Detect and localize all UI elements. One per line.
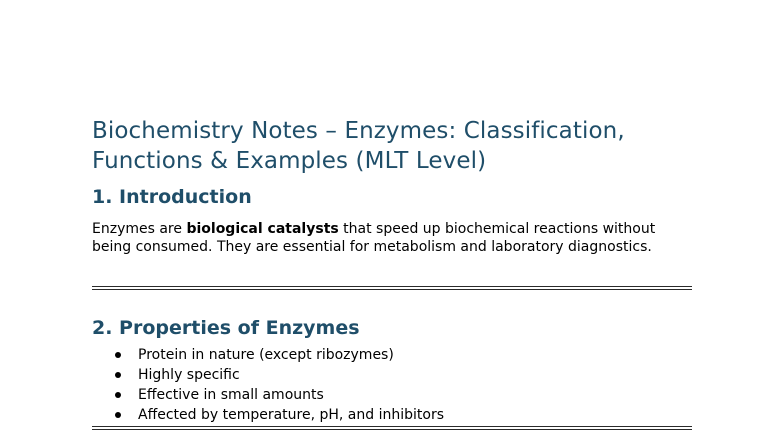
section-heading-introduction: 1. Introduction — [92, 186, 252, 208]
section-heading-properties: 2. Properties of Enzymes — [92, 317, 360, 339]
list-item-text: Highly specific — [138, 367, 240, 383]
bullet-icon — [115, 412, 121, 418]
list-item-text: Affected by temperature, pH, and inhibitors — [138, 407, 445, 423]
intro-bold-term: biological catalysts — [186, 221, 339, 237]
introduction-paragraph — [92, 220, 692, 256]
list-item — [112, 385, 444, 405]
bullet-icon — [115, 392, 121, 398]
list-item — [112, 345, 444, 365]
intro-text-before: Enzymes are — [92, 221, 187, 237]
list-item — [112, 405, 444, 425]
properties-list — [112, 345, 444, 425]
list-item-text: Effective in small amounts — [138, 387, 324, 403]
page-title: Biochemistry Notes – Enzymes: Classification, Functions & Examples (MLT Level) — [92, 118, 625, 174]
bullet-icon — [115, 352, 121, 358]
section-divider — [92, 286, 692, 290]
section-divider — [92, 426, 692, 430]
list-item-text: Protein in nature (except ribozymes) — [138, 347, 394, 363]
intro-text-after: that speed up biochemical reactions without being consumed. They are essential for metabolism and laboratory diagnostics. — [92, 221, 656, 255]
bullet-icon — [115, 372, 121, 378]
list-item — [112, 365, 444, 385]
